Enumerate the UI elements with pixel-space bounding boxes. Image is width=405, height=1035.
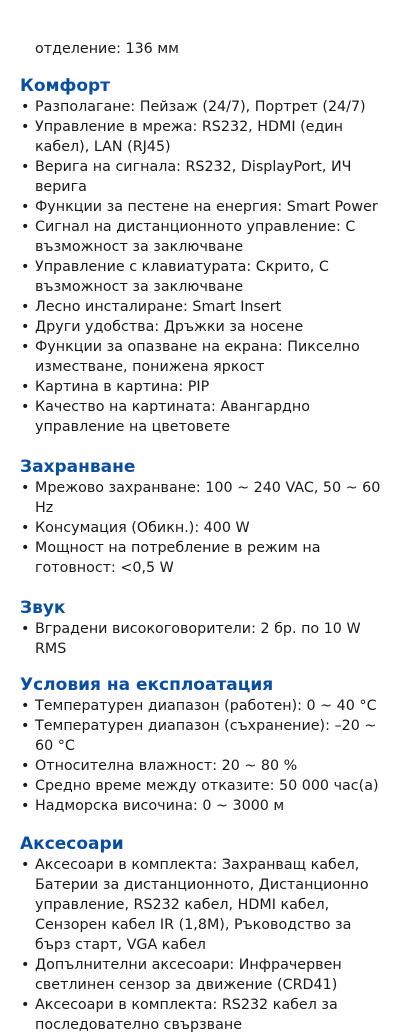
spec-item: • Средно време между отказите: 50 000 час(а) (20, 776, 391, 796)
section-title-power: Захранване (20, 457, 136, 477)
spec-item: • Качество на картината: Авангардно управление на цветовете (20, 397, 391, 437)
spec-item: • Картина в картина: PIP (20, 377, 391, 397)
spec-item: • Функции за пестене на енергия: Smart Power (20, 197, 391, 217)
section-operating-conditions (20, 674, 391, 816)
spec-item: • Относителна влажност: 20 ~ 80 % (20, 756, 391, 776)
spec-list-power (20, 478, 391, 578)
spec-item: • Лесно инсталиране: Smart Insert (20, 297, 391, 317)
section-title-sound: Звук (20, 598, 66, 618)
continued-line: отделение: 136 мм (35, 41, 179, 57)
spec-item: • Консумация (Обикн.): 400 W (20, 518, 391, 538)
spec-item: • Верига на сигнала: RS232, DisplayPort, ИЧ верига (20, 157, 391, 197)
section-power (20, 456, 391, 578)
spec-list-sound (20, 619, 391, 659)
spec-item: • Аксесоари в комплекта: RS232 кабел за последователно свързване (20, 995, 391, 1035)
spec-item: • Вградени високоговорители: 2 бр. по 10 W RMS (20, 619, 391, 659)
spec-item: • Управление в мрежа: RS232, HDMI (един кабел), LAN (RJ45) (20, 117, 391, 157)
spec-item: • Температурен диапазон (съхранение): –20 ~ 60 °C (20, 716, 391, 756)
spec-item: • Допълнителни аксесоари: Инфрачервен светлинен сензор за движение (CRD41) (20, 955, 391, 995)
spec-item: • Температурен диапазон (работен): 0 ~ 40 °C (20, 696, 391, 716)
section-accessories (20, 833, 391, 1035)
spec-list-comfort (20, 97, 391, 437)
spec-item: • Надморска височина: 0 ~ 3000 м (20, 796, 391, 816)
spec-item: • Сигнал на дистанционното управление: С възможност за заключване (20, 217, 391, 257)
section-comfort (20, 75, 391, 437)
section-title-operating-conditions: Условия на експлоатация (20, 675, 274, 695)
spec-item: • Други удобства: Дръжки за носене (20, 317, 391, 337)
spec-list-accessories (20, 855, 391, 1035)
spec-item: • Мощност на потребление в режим на готовност: <0,5 W (20, 538, 391, 578)
spec-item: • Разполагане: Пейзаж (24/7), Портрет (24/7) (20, 97, 391, 117)
spec-item: • Мрежово захранване: 100 ~ 240 VAC, 50 ~ 60 Hz (20, 478, 391, 518)
spec-item: • Функции за опазване на екрана: Пикселно изместване, понижена яркост (20, 337, 391, 377)
section-title-comfort: Комфорт (20, 76, 111, 96)
spec-item: • Аксесоари в комплекта: Захранващ кабел, Батерии за дистанционното, Дистанционно управление, RS232 кабел, HDMI кабел, Сензорен кабел IR (1,8M), Ръководство за бърз старт, VGA кабел (20, 855, 391, 955)
spec-list-operating-conditions (20, 696, 391, 816)
section-sound (20, 597, 391, 659)
section-title-accessories: Аксесоари (20, 834, 124, 854)
spec-item: • Управление с клавиатурата: Скрито, С възможност за заключване (20, 257, 391, 297)
